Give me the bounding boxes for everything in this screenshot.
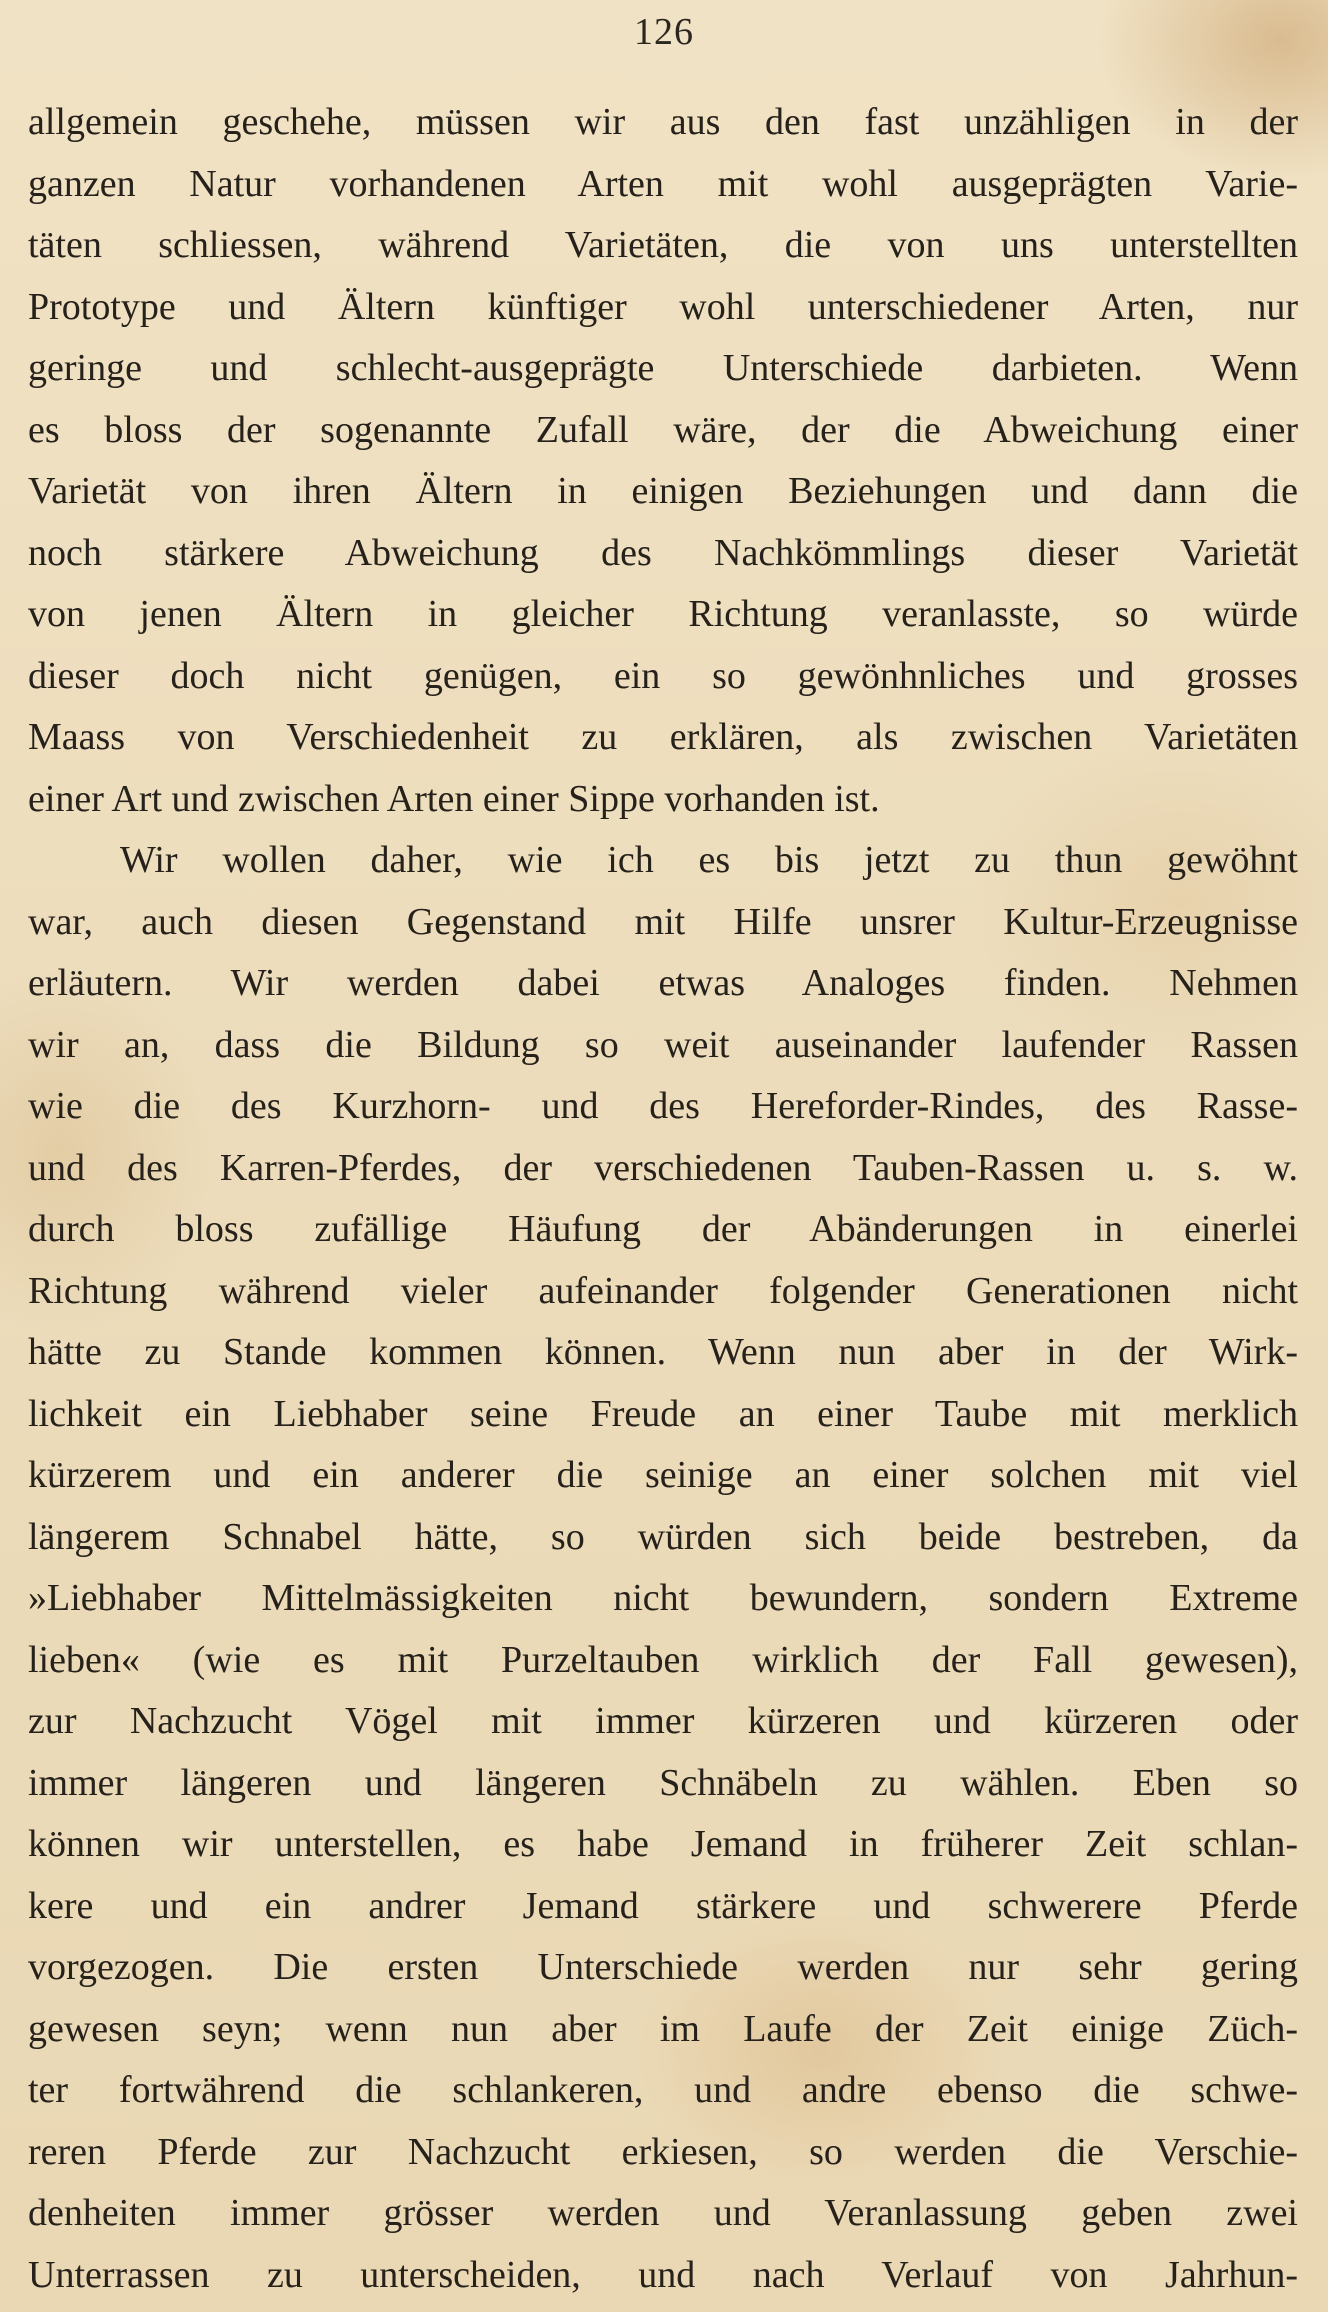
text-line: Unterrassen zu unterscheiden, und nach Verlauf von Jahrhun- [28, 2253, 1298, 2296]
text-line: kürzerem und ein anderer die seinige an einer solchen mit viel [28, 1454, 1298, 1496]
text-line: es bloss der sogenannte Zufall wäre, der die Abweichung einer [28, 408, 1298, 451]
text-line: können wir unterstellen, es habe Jemand in früherer Zeit schlan- [28, 1823, 1298, 1865]
text-line: zur Nachzucht Vögel mit immer kürzeren und kürzeren oder [28, 1700, 1298, 1742]
text-line: Maass von Verschiedenheit zu erklären, als zwischen Varietäten [28, 716, 1298, 758]
text-line: vorgezogen. Die ersten Unterschiede werden nur sehr gering [28, 1946, 1298, 1988]
text-line: lichkeit ein Liebhaber seine Freude an einer Taube mit merklich [28, 1392, 1298, 1435]
text-line: erläutern. Wir werden dabei etwas Analoges finden. Nehmen [28, 962, 1298, 1004]
text-line: täten schliessen, während Varietäten, die von uns unterstellten [28, 224, 1298, 266]
text-line: hätte zu Stande kommen können. Wenn nun aber in der Wirk- [28, 1331, 1298, 1373]
text-line: denheiten immer grösser werden und Veranlassung geben zwei [28, 2192, 1298, 2234]
text-line: lieben« (wie es mit Purzeltauben wirklich der Fall gewesen), [28, 1638, 1298, 1681]
text-line: Prototype und Ältern künftiger wohl unterschiedener Arten, nur [28, 285, 1298, 328]
text-line: »Liebhaber Mittelmässigkeiten nicht bewundern, sondern Extreme [28, 1577, 1298, 1619]
text-line: immer längeren und längeren Schnäbeln zu wählen. Eben so [28, 1761, 1298, 1804]
text-line: wie die des Kurzhorn- und des Hereforder-Rindes, des Rasse- [28, 1085, 1298, 1127]
text-line: Richtung während vieler aufeinander folgender Generationen nicht [28, 1269, 1298, 1312]
text-line: von jenen Ältern in gleicher Richtung veranlasste, so würde [28, 593, 1298, 635]
text-line: durch bloss zufällige Häufung der Abänderungen in einerlei [28, 1208, 1298, 1250]
text-line: gewesen seyn; wenn nun aber im Laufe der Zeit einige Züch- [28, 2007, 1298, 2050]
page-number: 126 [634, 11, 694, 53]
paragraph-start-line: Wir wollen daher, wie ich es bis jetzt zu thun gewöhnt [120, 839, 1298, 881]
text-line: ter fortwährend die schlankeren, und andre ebenso die schwe- [28, 2069, 1298, 2111]
text-line: dieser doch nicht genügen, ein so gewönhnliches und grosses [28, 654, 1298, 697]
text-line: reren Pferde zur Nachzucht erkiesen, so werden die Verschie- [28, 2130, 1298, 2173]
text-line: geringe und schlecht-ausgeprägte Unterschiede darbieten. Wenn [28, 347, 1298, 389]
text-line: und des Karren-Pferdes, der verschiedenen Tauben-Rassen u. s. w. [28, 1146, 1298, 1189]
text-line: war, auch diesen Gegenstand mit Hilfe unsrer Kultur-Erzeugnisse [28, 900, 1298, 943]
text-line: kere und ein andrer Jemand stärkere und schwerere Pferde [28, 1884, 1298, 1927]
text-line: wir an, dass die Bildung so weit auseinander laufender Rassen [28, 1023, 1298, 1066]
text-line: längerem Schnabel hätte, so würden sich beide bestreben, da [28, 1515, 1298, 1558]
text-line: allgemein geschehe, müssen wir aus den fast unzähligen in der [28, 101, 1298, 143]
paragraph-end-line: einer Art und zwischen Arten einer Sippe vorhanden ist. [28, 777, 880, 820]
body-text [28, 92, 1298, 2306]
text-line: noch stärkere Abweichung des Nachkömmlings dieser Varietät [28, 531, 1298, 574]
text-line: Varietät von ihren Ältern in einigen Beziehungen und dann die [28, 470, 1298, 512]
text-line: ganzen Natur vorhandenen Arten mit wohl ausgeprägten Varie- [28, 162, 1298, 205]
